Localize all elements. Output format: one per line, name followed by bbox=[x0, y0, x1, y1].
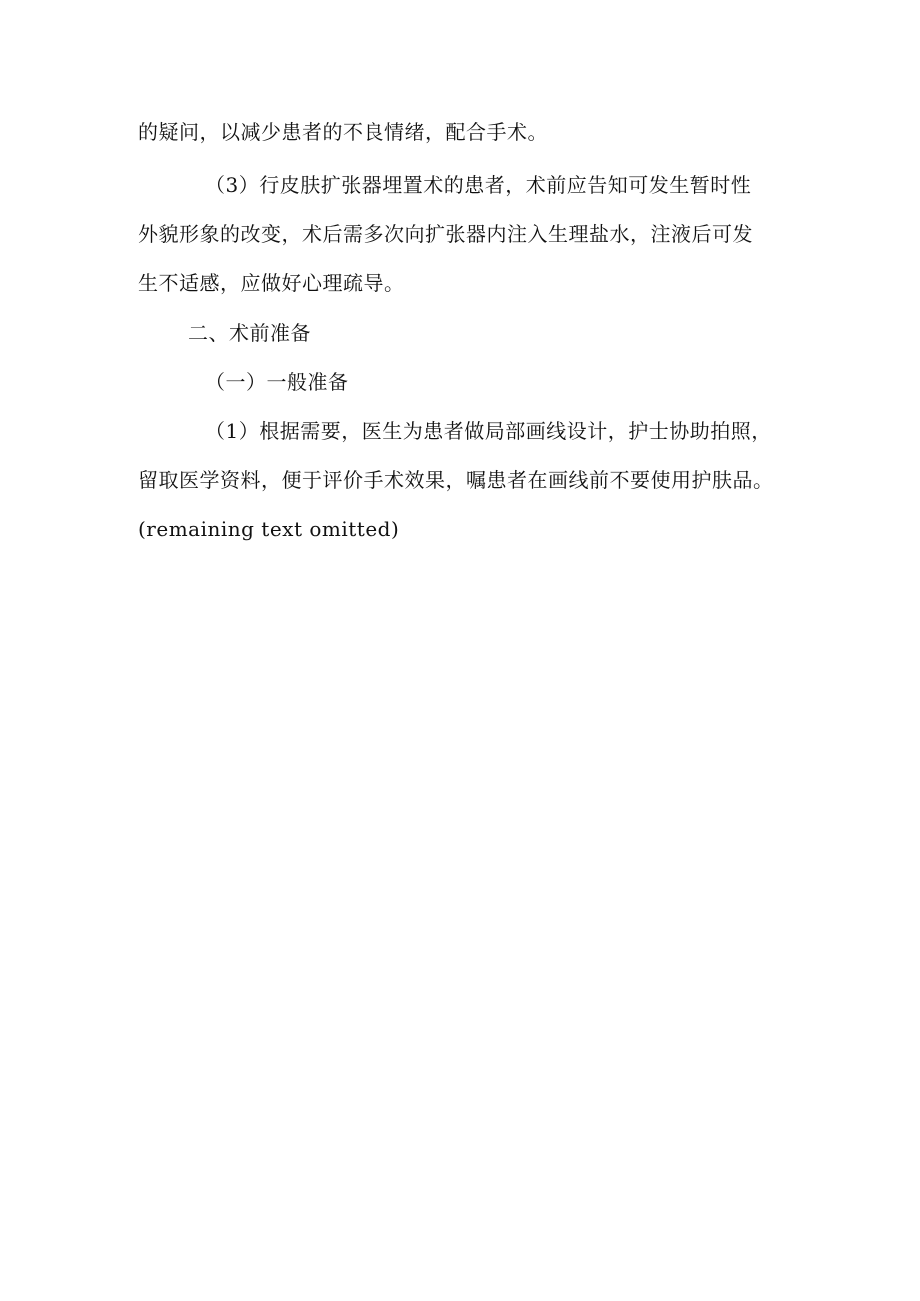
section-heading: 二、术前准备 bbox=[188, 321, 311, 345]
text-line: 留取医学资料，便于评价手术效果，嘱患者在画线前不要使用护肤品。 bbox=[138, 468, 774, 492]
subsection-heading: （一）一般准备 bbox=[205, 370, 349, 394]
text-line: 外貌形象的改变，术后需多次向扩张器内注入生理盐水，注液后可发 bbox=[138, 222, 753, 246]
text-line: 生不适感，应做好心理疏导。 bbox=[138, 271, 405, 295]
text-line: (remaining text omitted) bbox=[138, 517, 400, 541]
text-line: （3）行皮肤扩张器埋置术的患者，术前应告知可发生暂时性 bbox=[205, 173, 752, 197]
text-line: （1）根据需要，医生为患者做局部画线设计，护士协助拍照， bbox=[205, 419, 772, 443]
text-line: 的疑问，以减少患者的不良情绪，配合手术。 bbox=[138, 120, 548, 144]
